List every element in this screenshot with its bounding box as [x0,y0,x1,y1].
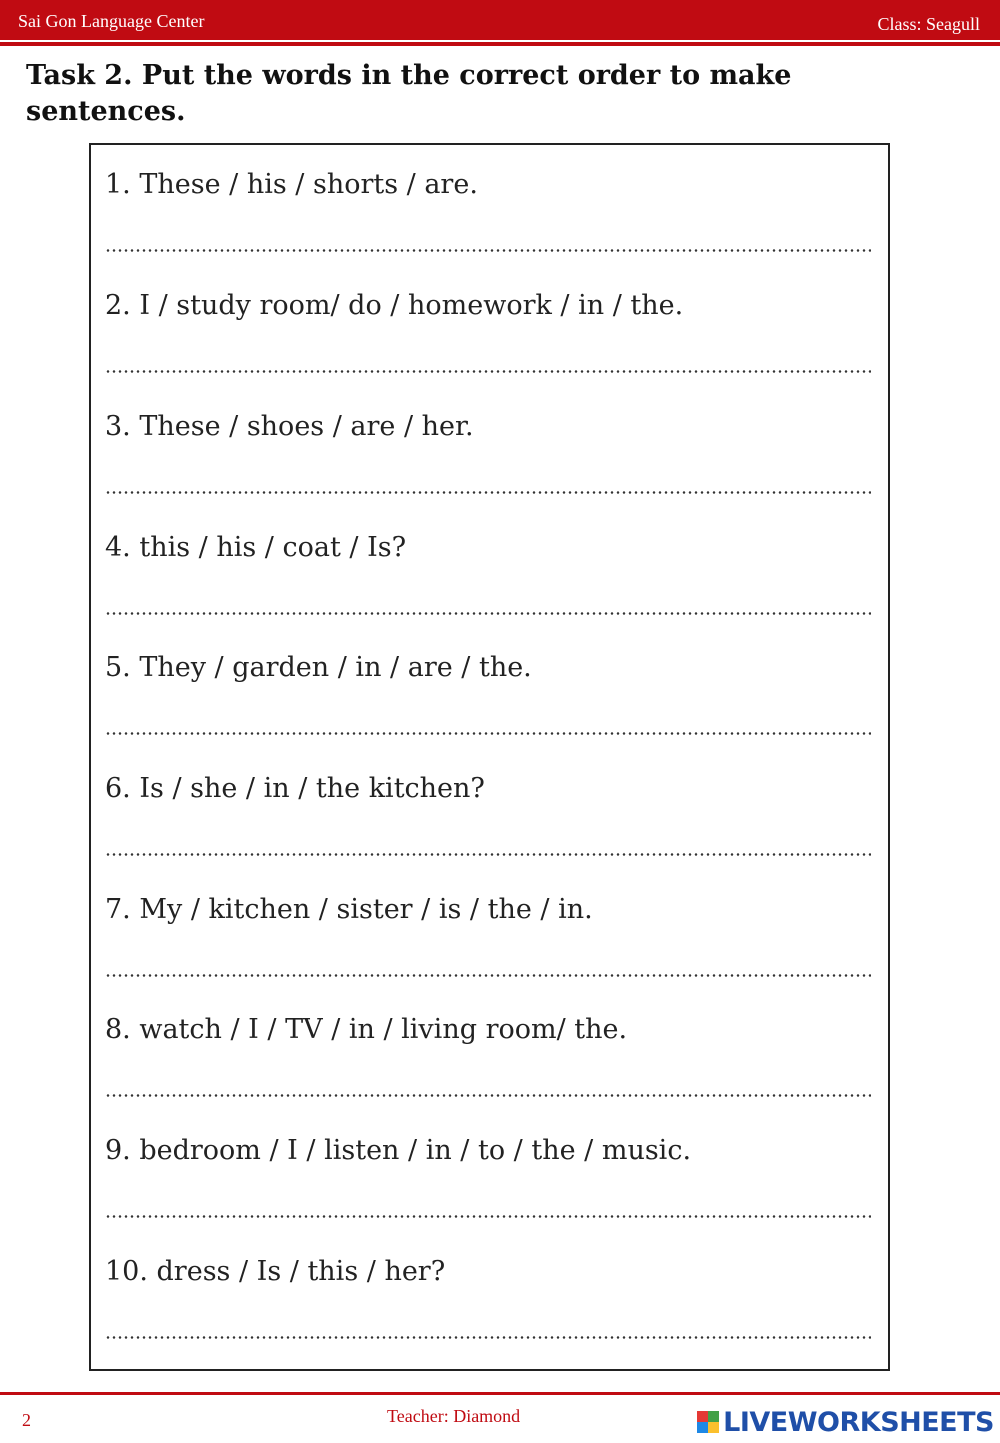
exercise-prompt: 10. dress / Is / this / her? [105,1256,446,1287]
exercise-item [105,1232,875,1352]
center-name: Sai Gon Language Center [18,11,205,31]
exercise-box [89,143,890,1371]
exercise-prompt: 4. this / his / coat / Is? [105,532,407,563]
exercise-prompt: 9. bedroom / I / listen / in / to / the / music. [105,1135,692,1166]
answer-line[interactable] [105,491,871,494]
brand-name: LIVEWORKSHEETS [723,1406,994,1438]
teacher-name: Teacher: Diamond [387,1406,521,1426]
answer-line[interactable] [105,1215,871,1218]
header-divider [0,42,1000,46]
answer-line[interactable] [105,612,871,615]
exercise-prompt: 1. These / his / shorts / are. [105,169,478,200]
exercise-prompt: 3. These / shoes / are / her. [105,411,474,442]
page-number: 2 [22,1410,31,1430]
exercise-item [105,628,875,748]
answer-line[interactable] [105,1094,871,1097]
footer-divider [0,1392,1000,1395]
answer-line[interactable] [105,1336,871,1339]
exercise-item [105,870,875,990]
exercise-prompt: 7. My / kitchen / sister / is / the / in. [105,894,593,925]
exercise-prompt: 8. watch / I / TV / in / living room/ the. [105,1014,628,1045]
answer-line[interactable] [105,974,871,977]
exercise-item [105,145,875,265]
exercise-prompt: 5. They / garden / in / are / the. [105,652,532,683]
answer-line[interactable] [105,249,871,252]
exercise-item [105,266,875,386]
exercise-item [105,508,875,628]
answer-line[interactable] [105,732,871,735]
liveworksheets-logo-icon [697,1411,719,1433]
exercise-prompt: 6. Is / she / in / the kitchen? [105,773,485,804]
exercise-item [105,1111,875,1231]
exercise-item [105,990,875,1110]
exercise-item [105,749,875,869]
answer-line[interactable] [105,370,871,373]
task-title: Task 2. Put the words in the correct order to make sentences. [26,60,792,127]
brand-logo[interactable] [697,1405,994,1439]
exercise-item [105,387,875,507]
class-label: Class: Seagull [877,14,980,34]
answer-line[interactable] [105,853,871,856]
exercise-prompt: 2. I / study room/ do / homework / in / the. [105,290,684,321]
header-bar [0,0,1000,40]
